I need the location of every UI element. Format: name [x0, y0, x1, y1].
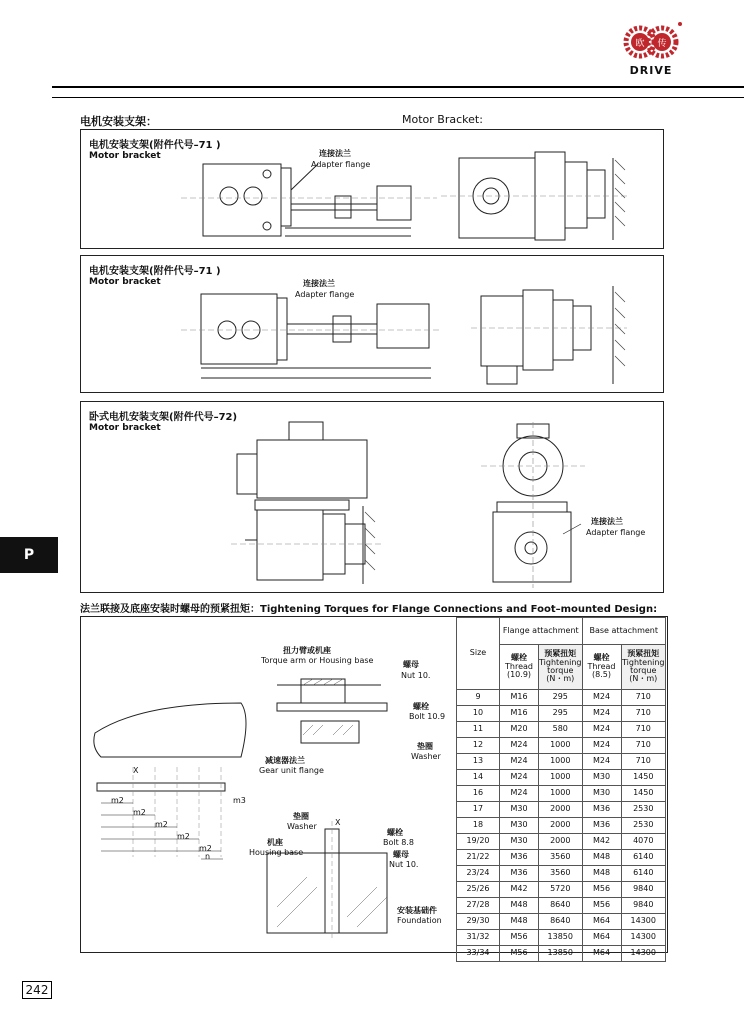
motor-bracket-panel-1 [80, 129, 664, 249]
panel-1-subtitle: Motor bracket [89, 151, 161, 161]
table-cell: 14300 [621, 930, 665, 946]
table-cell: M24 [500, 770, 539, 786]
dim-m3: m3 [233, 796, 246, 805]
table-cell: 1450 [621, 770, 665, 786]
table-cell: 33/34 [457, 946, 500, 962]
table-row [457, 770, 666, 786]
bolt2-en: Bolt 8.8 [383, 838, 415, 847]
table-cell: 14300 [621, 946, 665, 962]
section-tab: P [0, 537, 58, 573]
table-cell: M36 [582, 818, 621, 834]
table-cell: M56 [582, 898, 621, 914]
header-rule-bottom [52, 97, 744, 98]
table-cell: 17 [457, 802, 500, 818]
table-cell: 21/22 [457, 850, 500, 866]
table-row [457, 866, 666, 882]
panel-1-callout-en: Adapter flange [311, 160, 371, 169]
table-row [457, 930, 666, 946]
washer2-en: Washer [287, 822, 317, 831]
table-row [457, 786, 666, 802]
table-cell: 1000 [539, 786, 583, 802]
table-cell: 14 [457, 770, 500, 786]
table-cell: 1000 [539, 754, 583, 770]
table-cell: M24 [500, 786, 539, 802]
table-cell: M30 [500, 834, 539, 850]
washer2-cn: 垫圈 [293, 812, 309, 821]
x-mark-2: X [133, 766, 139, 775]
table-row [457, 834, 666, 850]
table-row [457, 754, 666, 770]
table-cell: 11 [457, 722, 500, 738]
table-cell: 13 [457, 754, 500, 770]
table-cell: 18 [457, 818, 500, 834]
dim-m2-4: m2 [177, 832, 190, 841]
table-cell: 710 [621, 706, 665, 722]
section-title-cn: 电机安装支架： [80, 115, 157, 128]
table-cell: 23/24 [457, 866, 500, 882]
table-cell: M42 [500, 882, 539, 898]
base-thread-header: 螺栓 Thread (8.5) [582, 645, 621, 690]
gear-logo-icon [612, 14, 690, 64]
logo-mark-right: 传 [657, 39, 667, 49]
table-row [457, 722, 666, 738]
flange-thread-header: 螺栓 Thread (10.9) [500, 645, 539, 690]
table-cell: M20 [500, 722, 539, 738]
table-row [457, 882, 666, 898]
table-cell: M56 [582, 882, 621, 898]
page-number: 242 [22, 981, 52, 999]
base-torque-header: 预紧扭矩 Tightening torque (N・m) [621, 645, 665, 690]
table-row [457, 738, 666, 754]
table-cell: 12 [457, 738, 500, 754]
table-cell: 710 [621, 722, 665, 738]
bolt-en: Bolt 10.9 [409, 712, 446, 721]
table-row [457, 850, 666, 866]
table-cell: 710 [621, 754, 665, 770]
flange-header: Flange attachment [500, 618, 583, 645]
table-cell: M24 [582, 706, 621, 722]
table-cell: 295 [539, 690, 583, 706]
panel-1-callout-cn: 连接法兰 [319, 149, 351, 158]
table-cell: 19/20 [457, 834, 500, 850]
panel-2-drawing [81, 256, 663, 392]
nut-en: Nut 10. [401, 671, 431, 680]
nut2-en: Nut 10. [389, 860, 419, 869]
torque-arm-en: Torque arm or Housing base [261, 656, 374, 665]
foundation-cn: 安装基础件 [397, 906, 437, 915]
panel-2-title: 电机安装支架(附件代号–71 ) [89, 266, 221, 277]
gear-flange-cn: 减速器法兰 [265, 756, 305, 765]
table-cell: 25/26 [457, 882, 500, 898]
table-cell: 13850 [539, 930, 583, 946]
foundation-en: Foundation [397, 916, 442, 925]
panel-3-callout-en: Adapter flange [586, 528, 646, 537]
table-cell: 3560 [539, 850, 583, 866]
torque-table-body [457, 690, 666, 962]
table-cell: 4070 [621, 834, 665, 850]
table-row [457, 706, 666, 722]
table-cell: 6140 [621, 850, 665, 866]
table-cell: 3560 [539, 866, 583, 882]
header-rule-top [52, 86, 744, 88]
table-cell: M36 [582, 802, 621, 818]
table-row [457, 818, 666, 834]
panel-2-callout-cn: 连接法兰 [303, 279, 335, 288]
table-cell: 29/30 [457, 914, 500, 930]
table-cell: M48 [500, 898, 539, 914]
bolt-cn: 螺栓 [413, 702, 429, 711]
gear-flange-en: Gear unit flange [259, 766, 324, 775]
panel-3-callout-cn: 连接法兰 [591, 517, 623, 526]
table-cell: M36 [500, 850, 539, 866]
brand-logo [612, 14, 690, 80]
table-cell: 14300 [621, 914, 665, 930]
table-cell: 710 [621, 690, 665, 706]
table-cell: M64 [582, 930, 621, 946]
table-cell: M48 [582, 850, 621, 866]
table-cell: M16 [500, 706, 539, 722]
panel-2-callout-en: Adapter flange [295, 290, 355, 299]
size-header: Size [457, 618, 500, 690]
table-row [457, 802, 666, 818]
table-cell: M30 [582, 786, 621, 802]
x-mark: X [335, 818, 341, 827]
torque-arm-cn: 扭力臂或机座 [283, 646, 331, 655]
table-cell: 2000 [539, 834, 583, 850]
table-cell: M30 [500, 802, 539, 818]
table-cell: 16 [457, 786, 500, 802]
table-cell: M36 [500, 866, 539, 882]
panel-1-title: 电机安装支架(附件代号–71 ) [89, 140, 221, 151]
table-cell: 2530 [621, 818, 665, 834]
panel-3-title: 卧式电机安装支架(附件代号–72) [89, 412, 238, 423]
table-cell: 2530 [621, 802, 665, 818]
dim-m2-1: m2 [111, 796, 124, 805]
table-cell: 9840 [621, 898, 665, 914]
panel-1-drawing [81, 130, 663, 248]
table-cell: M48 [582, 866, 621, 882]
table-cell: M24 [500, 754, 539, 770]
table-cell: M64 [582, 914, 621, 930]
housing-cn: 机座 [267, 838, 283, 847]
motor-bracket-panel-3 [80, 401, 664, 593]
table-cell: M56 [500, 946, 539, 962]
torque-section-title: 法兰联接及底座安装时螺母的预紧扭矩：Tightening Torques for Flange Connections and Foot–mounted Design: [80, 604, 658, 615]
table-cell: M30 [500, 818, 539, 834]
table-cell: 10 [457, 706, 500, 722]
table-cell: 2000 [539, 818, 583, 834]
nut-cn: 螺母 [403, 660, 419, 669]
table-cell: 9 [457, 690, 500, 706]
table-cell: 2000 [539, 802, 583, 818]
table-cell: 31/32 [457, 930, 500, 946]
table-cell: 1000 [539, 770, 583, 786]
washer-cn: 垫圈 [417, 742, 433, 751]
table-cell: 1000 [539, 738, 583, 754]
table-cell: 13850 [539, 946, 583, 962]
panel-2-subtitle: Motor bracket [89, 277, 161, 287]
housing-en: Housing base [249, 848, 304, 857]
base-header: Base attachment [582, 618, 665, 645]
dim-m2-3: m2 [155, 820, 168, 829]
panel-3-subtitle: Motor bracket [89, 423, 161, 433]
logo-mark-left: 欧 [635, 39, 645, 49]
table-cell: 6140 [621, 866, 665, 882]
dim-n: n [205, 852, 211, 861]
table-cell: 5720 [539, 882, 583, 898]
table-cell: M30 [582, 770, 621, 786]
table-cell: 9840 [621, 882, 665, 898]
table-cell: M48 [500, 914, 539, 930]
table-cell: M16 [500, 690, 539, 706]
torque-drawing [81, 617, 457, 952]
flange-torque-header: 预紧扭矩 Tightening torque (N・m) [539, 645, 583, 690]
table-cell: 710 [621, 738, 665, 754]
bolt2-cn: 螺栓 [387, 828, 403, 837]
logo-text: DRIVE [629, 64, 673, 77]
table-row [457, 690, 666, 706]
table-cell: M24 [582, 690, 621, 706]
table-row [457, 914, 666, 930]
table-cell: 8640 [539, 898, 583, 914]
table-cell: 27/28 [457, 898, 500, 914]
table-row [457, 898, 666, 914]
table-cell: M24 [500, 738, 539, 754]
table-cell: M24 [582, 754, 621, 770]
table-cell: M56 [500, 930, 539, 946]
motor-bracket-panel-2 [80, 255, 664, 393]
table-cell: 580 [539, 722, 583, 738]
table-cell: M64 [582, 946, 621, 962]
table-cell: M24 [582, 738, 621, 754]
table-cell: M42 [582, 834, 621, 850]
nut2-cn: 螺母 [393, 850, 409, 859]
table-cell: 1450 [621, 786, 665, 802]
washer-en: Washer [411, 752, 441, 761]
table-cell: 295 [539, 706, 583, 722]
dim-m2-2: m2 [133, 808, 146, 817]
panel-3-drawing [81, 402, 663, 592]
table-row [457, 946, 666, 962]
section-title-en: Motor Bracket: [402, 113, 483, 126]
table-cell: 8640 [539, 914, 583, 930]
table-cell: M24 [582, 722, 621, 738]
dim-m2-5: m2 [199, 844, 212, 853]
torque-table [456, 617, 666, 962]
